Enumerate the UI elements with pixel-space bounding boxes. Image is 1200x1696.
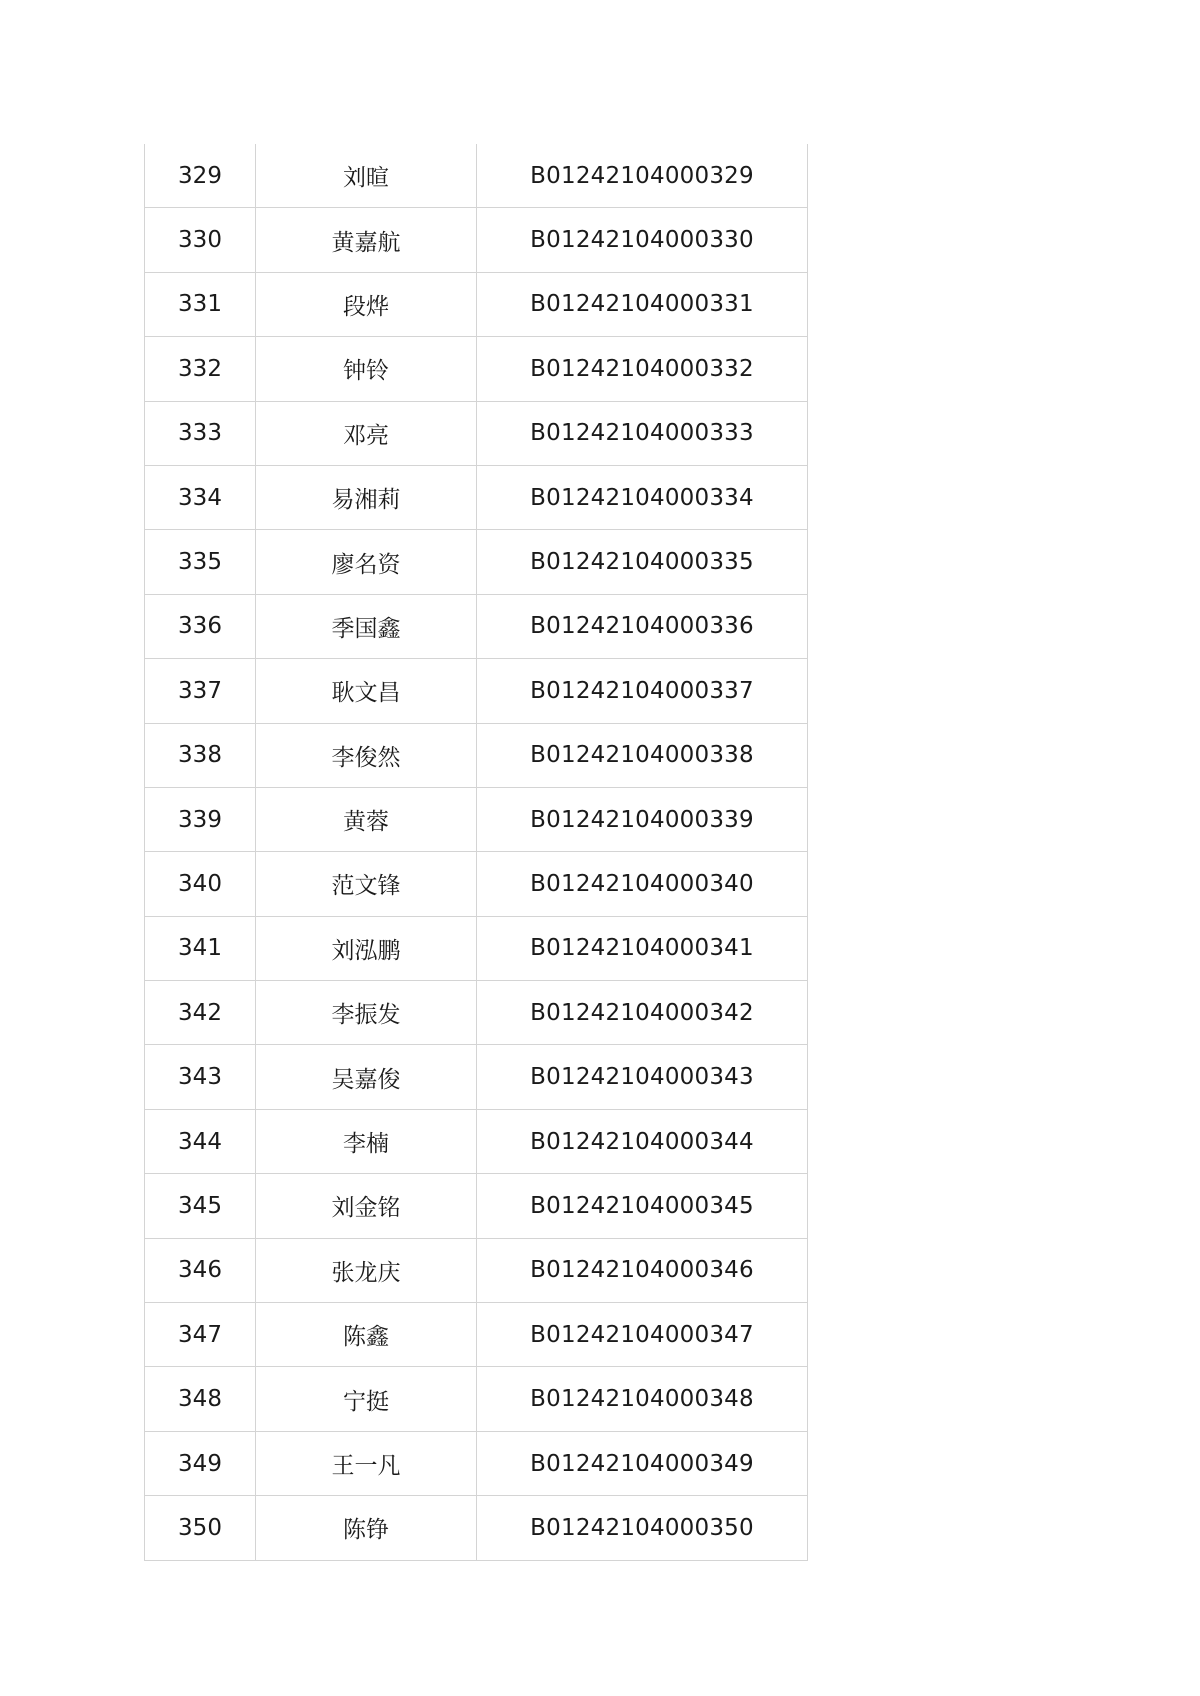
id-number-cell: B01242104000348 [477, 1367, 808, 1431]
row-index-cell: 334 [145, 465, 256, 529]
name-cell: 廖名资 [256, 530, 477, 594]
row-index-cell: 344 [145, 1109, 256, 1173]
table-row [145, 1109, 808, 1173]
table-row [145, 1238, 808, 1302]
name-cell: 黄嘉航 [256, 208, 477, 272]
name-cell: 李楠 [256, 1109, 477, 1173]
row-index-cell: 345 [145, 1174, 256, 1238]
id-number-cell: B01242104000345 [477, 1174, 808, 1238]
table-row [145, 659, 808, 723]
id-number-cell: B01242104000336 [477, 594, 808, 658]
row-index-cell: 333 [145, 401, 256, 465]
id-number-cell: B01242104000349 [477, 1431, 808, 1495]
name-cell: 刘泓鹏 [256, 916, 477, 980]
table-row [145, 723, 808, 787]
row-index-cell: 350 [145, 1496, 256, 1560]
id-number-cell: B01242104000342 [477, 981, 808, 1045]
table-row [145, 401, 808, 465]
id-number-cell: B01242104000341 [477, 916, 808, 980]
id-number-cell: B01242104000343 [477, 1045, 808, 1109]
name-cell: 王一凡 [256, 1431, 477, 1495]
roster-table-body [145, 144, 808, 1560]
row-index-cell: 332 [145, 337, 256, 401]
id-number-cell: B01242104000338 [477, 723, 808, 787]
table-row [145, 1431, 808, 1495]
row-index-cell: 346 [145, 1238, 256, 1302]
table-row [145, 530, 808, 594]
name-cell: 钟铃 [256, 337, 477, 401]
table-row [145, 1496, 808, 1560]
table-row [145, 465, 808, 529]
id-number-cell: B01242104000350 [477, 1496, 808, 1560]
id-number-cell: B01242104000331 [477, 272, 808, 336]
name-cell: 耿文昌 [256, 659, 477, 723]
row-index-cell: 338 [145, 723, 256, 787]
id-number-cell: B01242104000347 [477, 1303, 808, 1367]
name-cell: 段烨 [256, 272, 477, 336]
row-index-cell: 347 [145, 1303, 256, 1367]
table-row [145, 1303, 808, 1367]
row-index-cell: 330 [145, 208, 256, 272]
row-index-cell: 336 [145, 594, 256, 658]
table-row [145, 1174, 808, 1238]
id-number-cell: B01242104000333 [477, 401, 808, 465]
table-row [145, 981, 808, 1045]
id-number-cell: B01242104000330 [477, 208, 808, 272]
table-row [145, 337, 808, 401]
id-number-cell: B01242104000329 [477, 144, 808, 208]
name-cell: 刘暄 [256, 144, 477, 208]
name-cell: 易湘莉 [256, 465, 477, 529]
name-cell: 范文锋 [256, 852, 477, 916]
name-cell: 刘金铭 [256, 1174, 477, 1238]
row-index-cell: 340 [145, 852, 256, 916]
row-index-cell: 342 [145, 981, 256, 1045]
table-row [145, 787, 808, 851]
roster-table [144, 144, 808, 1561]
table-row [145, 272, 808, 336]
row-index-cell: 335 [145, 530, 256, 594]
name-cell: 陈鑫 [256, 1303, 477, 1367]
row-index-cell: 331 [145, 272, 256, 336]
row-index-cell: 348 [145, 1367, 256, 1431]
name-cell: 吴嘉俊 [256, 1045, 477, 1109]
id-number-cell: B01242104000332 [477, 337, 808, 401]
id-number-cell: B01242104000340 [477, 852, 808, 916]
id-number-cell: B01242104000346 [477, 1238, 808, 1302]
name-cell: 李俊然 [256, 723, 477, 787]
row-index-cell: 329 [145, 144, 256, 208]
id-number-cell: B01242104000334 [477, 465, 808, 529]
table-row [145, 916, 808, 980]
name-cell: 季国鑫 [256, 594, 477, 658]
name-cell: 李振发 [256, 981, 477, 1045]
row-index-cell: 341 [145, 916, 256, 980]
row-index-cell: 349 [145, 1431, 256, 1495]
table-row [145, 1367, 808, 1431]
name-cell: 邓亮 [256, 401, 477, 465]
id-number-cell: B01242104000344 [477, 1109, 808, 1173]
name-cell: 张龙庆 [256, 1238, 477, 1302]
table-row [145, 208, 808, 272]
name-cell: 陈铮 [256, 1496, 477, 1560]
table-row [145, 594, 808, 658]
name-cell: 黄蓉 [256, 787, 477, 851]
table-row [145, 852, 808, 916]
name-cell: 宁挺 [256, 1367, 477, 1431]
id-number-cell: B01242104000335 [477, 530, 808, 594]
table-row [145, 144, 808, 208]
table-row [145, 1045, 808, 1109]
row-index-cell: 343 [145, 1045, 256, 1109]
id-number-cell: B01242104000339 [477, 787, 808, 851]
row-index-cell: 337 [145, 659, 256, 723]
id-number-cell: B01242104000337 [477, 659, 808, 723]
row-index-cell: 339 [145, 787, 256, 851]
